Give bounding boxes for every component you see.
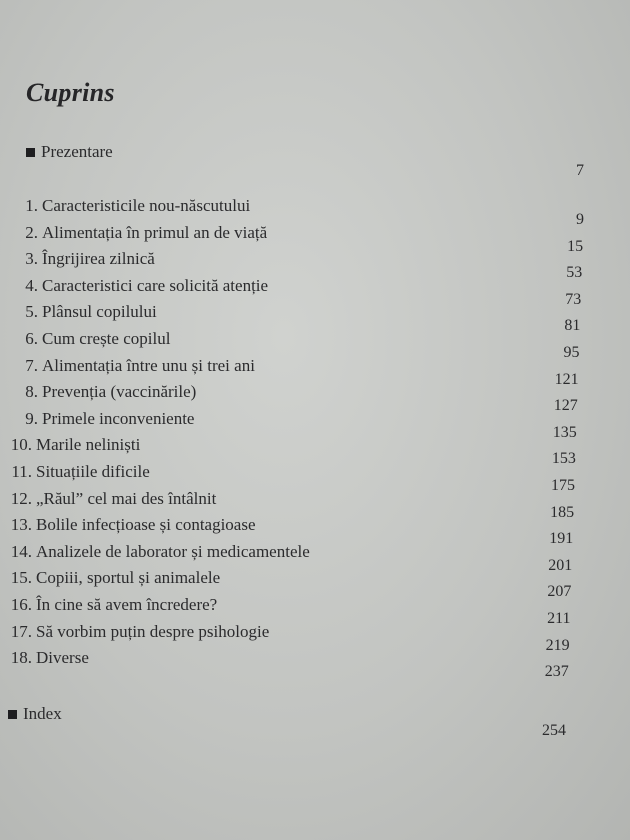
chapter-number: 17. xyxy=(10,621,32,641)
chapter-page-number: 175 xyxy=(551,477,575,494)
chapter-number: 4. xyxy=(25,275,38,295)
chapter-page-number: 53 xyxy=(566,264,583,282)
chapter-title: Alimentația între unu și trei ani xyxy=(42,355,255,375)
toc-entry xyxy=(14,276,268,296)
chapter-title: Alimentația în primul an de viață xyxy=(42,222,268,242)
toc-entry xyxy=(8,568,220,588)
square-bullet-icon xyxy=(26,148,35,157)
toc-entry xyxy=(14,302,157,322)
chapter-page-number: 211 xyxy=(547,610,571,627)
chapter-title: Prevenția (vaccinările) xyxy=(42,382,197,402)
section-label: Prezentare xyxy=(41,142,113,161)
chapter-page-number: 9 xyxy=(576,211,584,228)
toc-entry xyxy=(8,622,269,642)
toc-entry xyxy=(8,435,140,455)
toc-entry xyxy=(14,409,194,429)
chapter-number: 1. xyxy=(25,196,38,215)
section-prezentare xyxy=(26,142,113,162)
toc-entry xyxy=(8,489,216,509)
chapter-number: 14. xyxy=(10,541,32,561)
toc-entry xyxy=(14,356,255,376)
chapter-title: Caracteristici care solicită atenție xyxy=(42,275,269,295)
toc-entry xyxy=(14,249,155,269)
chapter-page-number: 153 xyxy=(551,450,576,468)
toc-entry xyxy=(8,542,310,562)
chapter-page-number: 81 xyxy=(564,317,581,335)
chapter-title: Bolile infecțioase și contagioase xyxy=(36,515,256,535)
section-page-number: 254 xyxy=(542,722,566,739)
chapter-title: În cine să avem încredere? xyxy=(36,595,218,614)
section-page-number: 7 xyxy=(576,162,584,179)
toc-entry xyxy=(14,196,250,216)
chapter-title: Plânsul copilului xyxy=(42,302,157,322)
toc-entry xyxy=(8,595,217,615)
page-title: Cuprins xyxy=(26,78,115,107)
chapter-title: Să vorbim puțin despre psihologie xyxy=(36,621,270,641)
chapter-page-number: 15 xyxy=(567,237,584,255)
toc-entry xyxy=(14,329,170,349)
chapter-page-number: 201 xyxy=(548,556,573,574)
chapter-number: 9. xyxy=(25,408,38,428)
chapter-title: Cum crește copilul xyxy=(42,329,171,348)
toc-entry xyxy=(8,648,89,668)
chapter-number: 18. xyxy=(10,648,32,668)
chapter-page-number: 219 xyxy=(545,636,570,654)
chapter-number: 12. xyxy=(10,488,32,508)
chapter-number: 5. xyxy=(25,302,38,322)
chapter-page-number: 127 xyxy=(553,397,578,415)
chapter-title: Caracteristicile nou-născutului xyxy=(42,196,251,215)
chapter-number: 13. xyxy=(10,515,32,535)
toc-entry xyxy=(8,515,256,535)
chapter-title: Diverse xyxy=(36,648,89,668)
toc-entry xyxy=(8,462,150,482)
chapter-number: 6. xyxy=(25,329,38,348)
toc-entry xyxy=(14,382,196,402)
chapter-title: Analizele de laborator și medicamentele xyxy=(36,541,310,561)
chapter-page-number: 73 xyxy=(565,290,582,308)
chapter-number: 16. xyxy=(10,595,32,614)
chapter-title: Marile neliniști xyxy=(36,435,141,455)
chapter-title: Primele inconveniente xyxy=(42,408,195,428)
chapter-number: 7. xyxy=(25,355,38,375)
chapter-title: Situațiile dificile xyxy=(36,462,150,481)
chapter-page-number: 95 xyxy=(563,344,580,361)
chapter-page-number: 185 xyxy=(550,503,575,521)
chapter-page-number: 121 xyxy=(554,370,579,388)
chapter-number: 3. xyxy=(25,249,38,269)
chapter-number: 10. xyxy=(10,435,32,455)
chapter-title: „Răul” cel mai des întâlnit xyxy=(36,488,217,508)
chapter-title: Îngrijirea zilnică xyxy=(42,249,155,269)
section-label: Index xyxy=(23,704,62,723)
square-bullet-icon xyxy=(8,710,17,719)
chapter-number: 11. xyxy=(11,462,32,481)
chapter-page-number: 191 xyxy=(549,530,574,548)
chapter-number: 8. xyxy=(25,382,38,402)
chapter-page-number: 207 xyxy=(547,583,572,601)
toc-entry xyxy=(14,223,267,243)
chapter-title: Copiii, sportul și animalele xyxy=(36,568,221,588)
chapter-page-number: 135 xyxy=(552,423,577,441)
chapter-number: 2. xyxy=(25,222,38,242)
chapter-number: 15. xyxy=(10,568,32,588)
chapter-page-number: 237 xyxy=(544,663,569,681)
section-index xyxy=(8,704,62,724)
